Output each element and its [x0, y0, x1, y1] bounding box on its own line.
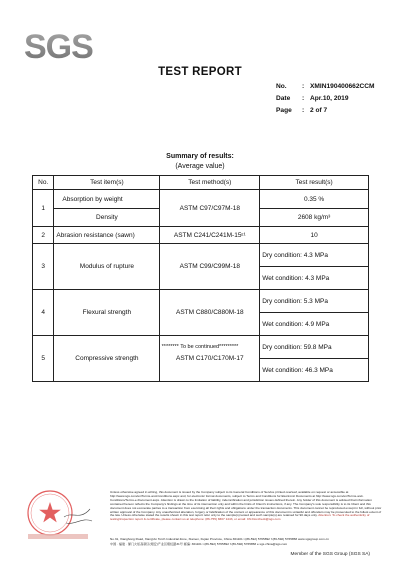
header-no: No.	[33, 176, 54, 190]
test-result: Dry condition: 5.3 MPa	[260, 290, 369, 313]
company-address	[110, 537, 390, 546]
test-item: Compressive strength	[54, 336, 160, 382]
table-row	[33, 227, 369, 244]
test-method: ASTM C170/C170M-17	[160, 336, 260, 382]
authenticity-notice: Attention: To check the authenticity of testing/inspection report & certificate, please contact us at telephone: (86-755) 8307 1443, or email: CN.Doccheck@sgs.com	[110, 513, 370, 522]
test-method: ASTM C99/C99M-18	[160, 244, 260, 290]
table-row	[33, 190, 369, 209]
test-method: ASTM C97/C97M-18	[160, 190, 260, 227]
address-line-cn: 中国 · 福建 · 厦门火炬高新区(翔安)产业区翔虹路31号 邮编: 361101 t (86-592) 5765892 f (86-592) 5765858 e sgs.china@sgs.com	[110, 541, 288, 546]
meta-label: No.	[276, 83, 287, 90]
continued-note: ******** To be continued*********	[161, 344, 239, 350]
test-item: Density	[54, 209, 160, 227]
report-page-number: 2 of 7	[310, 107, 328, 114]
summary-heading	[0, 152, 400, 172]
test-method: ASTM C241/C241M-15ᵋ¹	[160, 227, 260, 244]
test-result: Dry condition: 4.3 MPa	[260, 244, 369, 267]
report-date: Apr.10, 2019	[310, 95, 349, 102]
report-meta	[276, 81, 375, 117]
row-number: 1	[33, 190, 54, 227]
svg-text:SGS: SGS	[24, 28, 93, 63]
meta-page-row: Page : 2 of 7	[276, 105, 375, 117]
test-item: Absorption by weight	[54, 190, 160, 209]
test-result: 10	[260, 227, 369, 244]
row-number: 4	[33, 290, 54, 336]
sgs-logo	[22, 27, 114, 63]
address-line-en: No.31, Xianghong Road, Xiang'An Torch Industrial Zone, Xiamen, Fujian Province, China 361101 t (86-592) 5765892 f (86-592) 5765858 www.sgsgroup.com.cn	[110, 537, 329, 541]
header-test-item: Test item(s)	[54, 176, 160, 190]
table-row	[33, 244, 369, 267]
test-result: Wet condition: 4.3 MPa	[260, 267, 369, 290]
test-result: Wet condition: 46.3 MPa	[260, 359, 369, 382]
row-number: 2	[33, 227, 54, 244]
disclaimer-text: Unless otherwise agreed in writing, this document is issued by the Company subject to its General Conditions of Service printed overleaf, available on request or accessible at http://www.sgs.com/en/Terms-and-Conditions.aspx and, for electronic format documents, subject to Terms and Conditions for Electronic Documents at http://www.sgs.com/en/Terms-and-Conditions/Terms-e-Document.aspx. Attention is drawn to the limitation of liability, indemnification and jurisdiction issues defined therein. Any holder of this document is advised that information contained hereon reflects the Company's findings at the time of its intervention only and within the limits of Client's instructions, if any. The Company's sole responsibility is to its Client and this document does not exonerate parties to a transaction from exercising all their rights and obligations under the transaction documents. This document cannot be reproduced except in full, without prior written approval of the Company. Any unauthorized alteration, forgery or falsification of the content or appearance of this document is unlawful and offenders may be prosecuted to the fullest extent of the law. Unless otherwise stated the results shown in this test report refer only to the sample(s) tested and such sample(s) are retained for 90 days only.	[110, 490, 382, 518]
header-test-method: Test method(s)	[160, 176, 260, 190]
test-method: ASTM C880/C880M-18	[160, 290, 260, 336]
meta-label: Date	[276, 95, 291, 102]
table-row	[33, 290, 369, 313]
report-number: XMIN190400662CCM	[310, 83, 375, 90]
legal-disclaimer	[110, 491, 382, 522]
report-title: TEST REPORT	[158, 66, 242, 78]
test-item: Modulus of rupture	[54, 244, 160, 290]
test-item: Flexural strength	[54, 290, 160, 336]
test-result: Wet condition: 4.9 MPa	[260, 313, 369, 336]
header-test-result: Test result(s)	[260, 176, 369, 190]
test-result: Dry condition: 59.8 MPa	[260, 336, 369, 359]
red-seal-stamp	[20, 487, 100, 543]
meta-label: Page	[276, 107, 292, 114]
test-item: Abrasion resistance (sawn)	[54, 227, 160, 244]
test-result: 2608 kg/m³	[260, 209, 369, 227]
results-table	[32, 175, 369, 382]
meta-number-row: No. : XMIN190400662CCM	[276, 81, 375, 93]
summary-subtitle: (Average value)	[175, 163, 225, 170]
row-number: 5	[33, 336, 54, 382]
row-number: 3	[33, 244, 54, 290]
table-header-row	[33, 176, 369, 190]
test-result: 0.35 %	[260, 190, 369, 209]
member-of-sgs-group: Member of the SGS Group (SGS SA)	[290, 552, 370, 557]
summary-title: Summary of results:	[166, 153, 234, 160]
meta-date-row: Date : Apr.10, 2019	[276, 93, 375, 105]
